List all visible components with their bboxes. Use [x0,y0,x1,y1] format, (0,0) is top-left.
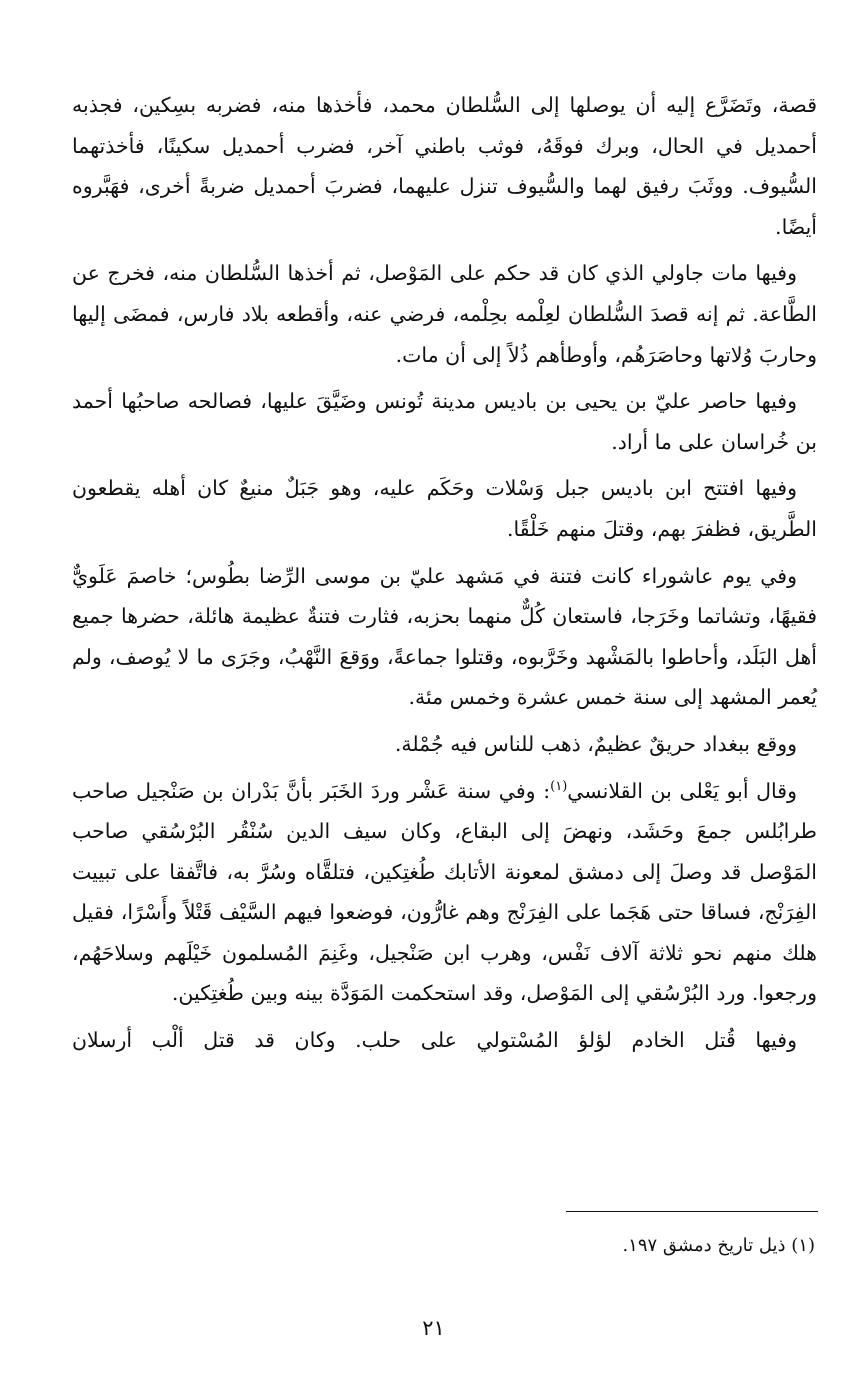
paragraph-5: وفي يوم عاشوراء كانت فتنة في مَشهد عليّ بن موسى الرِّضا بطُوس؛ خاصمَ عَلَويٌّ فقيهًا، وتشاتما وخَرَجا، فاستعان كُلٌّ منهما بحزبه، فثارت فتنةٌ عظيمة هائلة، حضرها جميع أهل البَلَد، وأحاطوا بالمَشْهد وخَرَّبوه، وقتلوا جماعةً، ووَقعَ النَّهْبُ، وجَرَى ما لا يُوصف، ولم يُعمر المشهد إلى سنة خمس عشرة وخمس مئة. [72,563,817,710]
paragraph-1: قصة، وتَضَرَّع إليه أن يوصلها إلى السُّلطان محمد، فأخذها منه، فضربه بسِكين، فجذبه أحمديل في الحال، وبرك فوقَهُ، فوثب باطني آخر، فضرب أحمديل سكينًا، فأخذتهما السُّيوف. ووثَبَ رفيق لهما والسُّيوف تنزل عليهما، فضربَ أحمديل ضربةً أخرى، فهَبَّروه أيضًا. [72,93,817,239]
page-number: ٢١ [422,1316,445,1340]
footnote-divider [566,1211,818,1212]
footnote: (١) ذيل تاريخ دمشق ١٩٧. [622,1235,815,1256]
paragraph-7 [72,771,817,1015]
footnote-reference: (١) [550,778,568,794]
paragraph-6: ووقع ببغداد حريقٌ عظيمٌ، ذهب للناس فيه جُمْلة. [394,731,797,756]
paragraph-7-lead: وقال أبو يَعْلى بن القلانسي [567,778,797,803]
paragraph-7-rest: : وفي سنة عَشْر وردَ الخَبَر بأنَّ بَدْران بن صَنْجيل صاحب طرابُلس جمعَ وحَشَد، ونهضَ إلى البقاع، وكان سيف الدين سُنْقُر البُرْسُقي صاحب المَوْصل قد وصلَ إلى دمشق لمعونة الأتابك طُغتِكين، فتلقَّاه وسُرَّ به، فاتَّفقا على تبييت الفِرَنْج، فساقا حتى هَجَما على الفِرَنْج وهم غارُّون، فوضعوا فيهم السَّيْف قَتْلاً وأَسْرًا، فقيل هلك منهم نحو ثلاثة آلاف نَفْس، وهرب ابن صَنْجيل، وغَنِمَ المُسلمون خَيْلَهم وسلاحَهُم، ورجعوا. ورد البُرْسُقي إلى المَوْصل، وقد استحكمت المَوَدَّة بينه وبين طُغتِكين. [72,778,817,1006]
main-text [72,85,817,1061]
paragraph-2: وفيها مات جاولي الذي كان قد حكم على المَوْصل، ثم أخذها السُّلطان منه، فخرج عن الطَّاعة. ثم إنه قصدَ السُّلطان لعِلْمه بحِلْمه، فرضي عنه، وأقطعه بلاد فارس، فمضَى إليها وحاربَ وُلاتها وحاصَرَهُم، وأوطأهم ذُلاً إلى أن مات. [72,261,817,367]
paragraph-4: وفيها افتتح ابن باديس جبل وَسْلات وحَكَم عليه، وهو جَبَلٌ منيعٌ كان أهله يقطعون الطَّريق، فظفرَ بهم، وقتلَ منهم خَلْقًا. [72,476,817,541]
paragraph-3: وفيها حاصر عليّ بن يحيى بن باديس مدينة تُونس وضَيَّقَ عليها، فصالحه صاحبُها أحمد بن خُراسان على ما أراد. [72,389,817,454]
paragraph-8: وفيها قُتل الخادم لؤلؤ المُسْتولي على حلب. وكان قد قتل ألْب أرسلان [72,1028,797,1053]
